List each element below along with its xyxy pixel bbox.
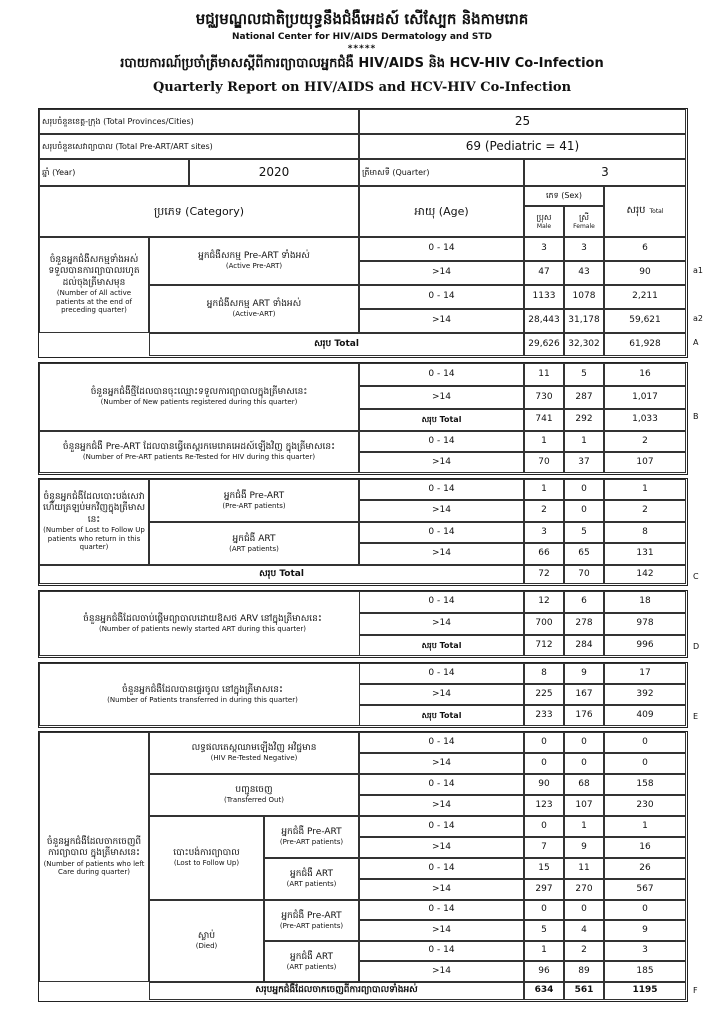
- active-total-total: 61,928: [604, 333, 686, 356]
- age-cell: 0 - 14: [359, 237, 524, 261]
- new-total-label: សរុប Total: [359, 409, 524, 431]
- age-cell: >14: [359, 613, 524, 635]
- active-patients-label-en: (Number of All active patients at the end of preceding quarter): [56, 288, 132, 315]
- female-cell: 270: [564, 879, 604, 900]
- active-preart-label-km: អ្នកជំងឺសកម្ម Pre-ART ទាំងអស់: [198, 251, 310, 261]
- total-cell: 16: [604, 837, 686, 858]
- female-cell: 31,178: [564, 309, 604, 333]
- left-care-label-en: (Number of patients who left Care during quarter): [43, 859, 145, 877]
- header-stars: *****: [347, 44, 377, 54]
- mark-a2: a2: [693, 314, 703, 323]
- total-cell: 230: [604, 795, 686, 816]
- age-cell: 0 - 14: [359, 591, 524, 613]
- male-cell: 7: [524, 837, 564, 858]
- returned-art-label: [149, 522, 359, 565]
- new-patients-label: [39, 363, 359, 431]
- report-title-en: Quarterly Report on HIV/AIDS and HCV-HIV Co-Infection: [152, 80, 572, 95]
- quarter-label: ត្រីមាសទី (Quarter): [359, 159, 524, 186]
- total-header-en: Total: [649, 207, 664, 215]
- male-cell: 0: [524, 732, 564, 753]
- active-total-female: 32,302: [564, 333, 604, 356]
- female-cell: 0: [564, 732, 604, 753]
- lost-label-en: (Lost to Follow Up): [173, 859, 240, 868]
- age-cell: 0 - 14: [359, 941, 524, 961]
- age-cell: 0 - 14: [359, 522, 524, 543]
- lost-preart-label-km: អ្នកជំងឺ Pre-ART: [281, 827, 342, 837]
- retest-label-en: (Number of Pre-ART patients Re-Tested for HIV during this quarter): [82, 453, 316, 462]
- center-title-en: National Center for HIV/AIDS Dermatology and STD: [232, 32, 492, 42]
- total-cell: 0: [604, 900, 686, 920]
- male-cell: 1: [524, 479, 564, 500]
- age-cell: 0 - 14: [359, 900, 524, 920]
- transferred-in-label-en: (Number of Patients transferred in during this quarter): [107, 695, 298, 704]
- age-cell: >14: [359, 753, 524, 774]
- left-care-total-label: សរុបអ្នកជំងឺដែលចាកចេញពីការព្យាបាលទាំងអស់: [149, 982, 524, 1000]
- active-art-label-en: (Active-ART): [232, 310, 276, 319]
- male-cell: 700: [524, 613, 564, 635]
- total-cell: 3: [604, 941, 686, 961]
- active-patients-label-km: ចំនួនអ្នកជំងឺសកម្មទាំងអស់ ទទួលបានការព្យាបាលរហូតដល់ចុងត្រីមាសមុន: [48, 255, 140, 288]
- died-label-km: ស្លាប់: [197, 931, 216, 941]
- male-cell: 2: [524, 500, 564, 522]
- age-cell: >14: [359, 795, 524, 816]
- active-art-label: [149, 285, 359, 333]
- transferred-in-total-female: 176: [564, 705, 604, 726]
- transferred-in-total-label: សរុប Total: [359, 705, 524, 726]
- age-cell: >14: [359, 543, 524, 565]
- female-cell: 287: [564, 386, 604, 409]
- female-cell: 278: [564, 613, 604, 635]
- total-cell: 0: [604, 753, 686, 774]
- returned-total-label: សរុប Total: [39, 565, 524, 584]
- male-header-km: ប្រុស: [536, 212, 552, 222]
- quarter-value: 3: [524, 159, 686, 186]
- provinces-value: 25: [359, 109, 686, 134]
- transferred-in-total-total: 409: [604, 705, 686, 726]
- male-cell: 12: [524, 591, 564, 613]
- new-total-total: 1,033: [604, 409, 686, 431]
- total-cell: 2,211: [604, 285, 686, 309]
- started-art-label-en: (Number of patients newly started ART during this quarter): [98, 624, 307, 633]
- female-cell: 37: [564, 452, 604, 473]
- male-cell: 730: [524, 386, 564, 409]
- female-cell: 0: [564, 500, 604, 522]
- female-cell: 9: [564, 837, 604, 858]
- total-cell: 2: [604, 431, 686, 452]
- total-cell: 1,017: [604, 386, 686, 409]
- age-cell: >14: [359, 261, 524, 285]
- returned-preart-label-en: (Pre-ART patients): [222, 501, 286, 510]
- transferred-in-section: [38, 662, 688, 728]
- negative-label-en: (HIV Re-Tested Negative): [210, 754, 298, 763]
- total-cell: 18: [604, 591, 686, 613]
- lost-preart-label-en: (Pre-ART patients): [279, 838, 344, 847]
- lost-art-label: [264, 858, 359, 900]
- active-art-label-km: អ្នកជំងឺសកម្ម ART ទាំងអស់: [206, 299, 302, 309]
- mark-c: C: [693, 572, 699, 581]
- transferred-in-label-km: ចំនួនអ្នកជំងឺដែលបានផ្ទេរចូល នៅក្នុងត្រីមាសនេះ: [122, 684, 283, 695]
- total-cell: 26: [604, 858, 686, 879]
- left-care-total-male: 634: [524, 982, 564, 1000]
- male-cell: 0: [524, 753, 564, 774]
- male-cell: 225: [524, 684, 564, 705]
- retest-label: [39, 431, 359, 473]
- lost-label: [149, 816, 264, 900]
- total-header-km: សរុប: [626, 205, 646, 217]
- died-label: [149, 900, 264, 982]
- male-cell: 66: [524, 543, 564, 565]
- male-cell: 70: [524, 452, 564, 473]
- total-cell: 59,621: [604, 309, 686, 333]
- left-care-section: [38, 731, 688, 1002]
- male-cell: 11: [524, 363, 564, 386]
- left-care-total-total: 1195: [604, 982, 686, 1000]
- male-cell: 1133: [524, 285, 564, 309]
- female-header: [564, 206, 604, 237]
- total-cell: 978: [604, 613, 686, 635]
- female-cell: 43: [564, 261, 604, 285]
- transferred-out-label-en: (Transferred Out): [224, 796, 284, 805]
- left-care-total-female: 561: [564, 982, 604, 1000]
- died-preart-label: [264, 900, 359, 941]
- mark-b: B: [693, 412, 699, 421]
- female-cell: 6: [564, 591, 604, 613]
- new-patients-label-en: (Number of New patients registered during this quarter): [100, 398, 298, 407]
- male-cell: 8: [524, 663, 564, 684]
- age-cell: >14: [359, 684, 524, 705]
- age-header: អាយុ (Age): [359, 186, 524, 237]
- male-cell: 96: [524, 961, 564, 982]
- female-cell: 89: [564, 961, 604, 982]
- male-cell: 90: [524, 774, 564, 795]
- category-header: ប្រភេទ (Category): [39, 186, 359, 237]
- female-cell: 11: [564, 858, 604, 879]
- male-header-en: Male: [536, 222, 552, 230]
- died-label-en: (Died): [195, 942, 218, 951]
- total-cell: 1: [604, 479, 686, 500]
- male-cell: 1: [524, 941, 564, 961]
- total-cell: 16: [604, 363, 686, 386]
- started-art-label-km: ចំនួនអ្នកជំងឺដែលចាប់ផ្តើមព្យាបាលដោយឱសថ ARV នៅក្នុងត្រីមាសនេះ: [83, 613, 322, 624]
- total-cell: 6: [604, 237, 686, 261]
- returned-label-en: (Number of Lost to Follow Up patients who return in this quarter): [43, 525, 145, 552]
- age-cell: >14: [359, 837, 524, 858]
- left-care-label-km: ចំនួនអ្នកជំងឺដែលចាកចេញពីការព្យាបាល ក្នុងត្រីមាសនេះ: [46, 837, 142, 859]
- new-total-male: 741: [524, 409, 564, 431]
- transferred-out-label: [149, 774, 359, 816]
- mark-a1: a1: [693, 266, 703, 275]
- lost-label-km: បោះបង់ការព្យាបាល: [173, 848, 240, 858]
- male-cell: 297: [524, 879, 564, 900]
- age-cell: 0 - 14: [359, 858, 524, 879]
- returned-patients-section: [38, 478, 688, 586]
- retest-label-km: ចំនួនអ្នកជំងឺ Pre-ART ដែលបានធ្វើតេស្តរកមេរោគអេដស៍ឡើងវិញ ក្នុងត្រីមាសនេះ: [62, 442, 336, 452]
- total-cell: 392: [604, 684, 686, 705]
- started-total-male: 712: [524, 635, 564, 656]
- female-cell: 9: [564, 663, 604, 684]
- female-cell: 65: [564, 543, 604, 565]
- died-preart-label-en: (Pre-ART patients): [279, 921, 344, 930]
- returned-total-male: 72: [524, 565, 564, 584]
- total-cell: 2: [604, 500, 686, 522]
- active-preart-label-en: (Active Pre-ART): [225, 262, 283, 271]
- new-patients-label-km: ចំនួនអ្នកជំងឺថ្មីដែលបានចុះឈ្មោះទទួលការព្យាបាលក្នុងត្រីមាសនេះ: [90, 387, 308, 397]
- male-cell: 0: [524, 900, 564, 920]
- returned-label-km: ចំនួនអ្នកជំងឺដែលបោះបង់សេវា ហើយត្រឡប់មកវិញក្នុងត្រីមាសនេះ: [42, 492, 146, 525]
- year-value: 2020: [189, 159, 359, 186]
- total-cell: 1: [604, 816, 686, 837]
- new-total-female: 292: [564, 409, 604, 431]
- returned-total-female: 70: [564, 565, 604, 584]
- sex-header: ភេទ (Sex): [524, 186, 604, 206]
- negative-label-km: លទ្ធផលតេស្តឈាមឡើងវិញ អវិជ្ជមាន: [191, 743, 317, 753]
- age-cell: 0 - 14: [359, 732, 524, 753]
- died-preart-label-km: អ្នកជំងឺ Pre-ART: [281, 910, 342, 921]
- center-title-km: មជ្ឈមណ្ឌលជាតិប្រយុទ្ធនឹងជំងឺអេដស៍ សើស្បែក និងកាមរោគ: [195, 10, 529, 28]
- died-art-label-en: (ART patients): [286, 962, 337, 971]
- total-cell: 567: [604, 879, 686, 900]
- male-header: [524, 206, 564, 237]
- mark-a: A: [693, 338, 699, 347]
- returned-label: [39, 479, 149, 565]
- age-cell: 0 - 14: [359, 363, 524, 386]
- active-preart-label: [149, 237, 359, 285]
- female-header-en: Female: [573, 222, 595, 230]
- age-cell: >14: [359, 920, 524, 941]
- age-cell: >14: [359, 961, 524, 982]
- returned-total-total: 142: [604, 565, 686, 584]
- male-cell: 5: [524, 920, 564, 941]
- female-cell: 5: [564, 522, 604, 543]
- male-cell: 123: [524, 795, 564, 816]
- female-cell: 5: [564, 363, 604, 386]
- year-label: ឆ្នាំ (Year): [39, 159, 189, 186]
- female-cell: 3: [564, 237, 604, 261]
- female-cell: 1: [564, 431, 604, 452]
- age-cell: 0 - 14: [359, 285, 524, 309]
- male-cell: 28,443: [524, 309, 564, 333]
- female-cell: 1: [564, 816, 604, 837]
- transferred-out-label-km: បញ្ជូនចេញ: [235, 785, 273, 795]
- started-total-female: 284: [564, 635, 604, 656]
- sites-label: សរុបចំនួនសេវាព្យាបាល (Total Pre-ART/ART sites): [39, 134, 359, 159]
- sites-value: 69 (Pediatric = 41): [359, 134, 686, 159]
- female-cell: 0: [564, 479, 604, 500]
- age-cell: 0 - 14: [359, 663, 524, 684]
- female-cell: 0: [564, 900, 604, 920]
- total-cell: 185: [604, 961, 686, 982]
- total-header: [604, 186, 686, 237]
- started-total-label: សរុប Total: [359, 635, 524, 656]
- female-cell: 107: [564, 795, 604, 816]
- died-art-label: [264, 941, 359, 982]
- returned-art-label-km: អ្នកជំងឺ ART: [232, 533, 276, 544]
- male-cell: 3: [524, 237, 564, 261]
- age-cell: 0 - 14: [359, 774, 524, 795]
- total-cell: 131: [604, 543, 686, 565]
- male-cell: 47: [524, 261, 564, 285]
- age-cell: >14: [359, 879, 524, 900]
- female-cell: 167: [564, 684, 604, 705]
- female-cell: 0: [564, 753, 604, 774]
- returned-art-label-en: (ART patients): [229, 544, 279, 553]
- mark-e: E: [693, 712, 699, 721]
- total-cell: 90: [604, 261, 686, 285]
- returned-preart-label-km: អ្នកជំងឺ Pre-ART: [223, 490, 285, 501]
- left-care-label: [39, 732, 149, 982]
- total-cell: 17: [604, 663, 686, 684]
- total-cell: 9: [604, 920, 686, 941]
- returned-preart-label: [149, 479, 359, 522]
- started-total-total: 996: [604, 635, 686, 656]
- age-cell: 0 - 14: [359, 431, 524, 452]
- total-cell: 107: [604, 452, 686, 473]
- active-total-male: 29,626: [524, 333, 564, 356]
- lost-preart-label: [264, 816, 359, 858]
- male-cell: 15: [524, 858, 564, 879]
- lost-art-label-en: (ART patients): [286, 880, 337, 889]
- male-cell: 0: [524, 816, 564, 837]
- mark-f: F: [693, 986, 698, 995]
- total-cell: 158: [604, 774, 686, 795]
- female-cell: 68: [564, 774, 604, 795]
- new-patients-section: [38, 362, 688, 475]
- age-cell: 0 - 14: [359, 816, 524, 837]
- age-cell: >14: [359, 386, 524, 409]
- female-header-km: ស្រី: [579, 212, 589, 222]
- started-art-section: [38, 590, 688, 658]
- female-cell: 2: [564, 941, 604, 961]
- lost-art-label-km: អ្នកជំងឺ ART: [290, 869, 333, 879]
- age-cell: >14: [359, 309, 524, 333]
- age-cell: >14: [359, 452, 524, 473]
- male-cell: 3: [524, 522, 564, 543]
- female-cell: 4: [564, 920, 604, 941]
- report-title-km: របាយការណ៍ប្រចាំត្រីមាសស្តីពីការព្យាបាលអ្នកជំងឺ HIV/AIDS និង HCV-HIV Co-Infection: [120, 56, 604, 71]
- active-total-label: សរុប Total: [149, 333, 524, 356]
- active-patients-label: [39, 237, 149, 333]
- info-and-active-section: [38, 108, 688, 358]
- died-art-label-km: អ្នកជំងឺ ART: [290, 951, 333, 962]
- male-cell: 1: [524, 431, 564, 452]
- age-cell: >14: [359, 500, 524, 522]
- total-cell: 8: [604, 522, 686, 543]
- mark-d: D: [693, 642, 700, 651]
- transferred-in-total-male: 233: [524, 705, 564, 726]
- provinces-label: សរុបចំនួនខេត្ត-ក្រុង (Total Provinces/Cities): [39, 109, 359, 134]
- negative-label: [149, 732, 359, 774]
- total-cell: 0: [604, 732, 686, 753]
- age-cell: 0 - 14: [359, 479, 524, 500]
- female-cell: 1078: [564, 285, 604, 309]
